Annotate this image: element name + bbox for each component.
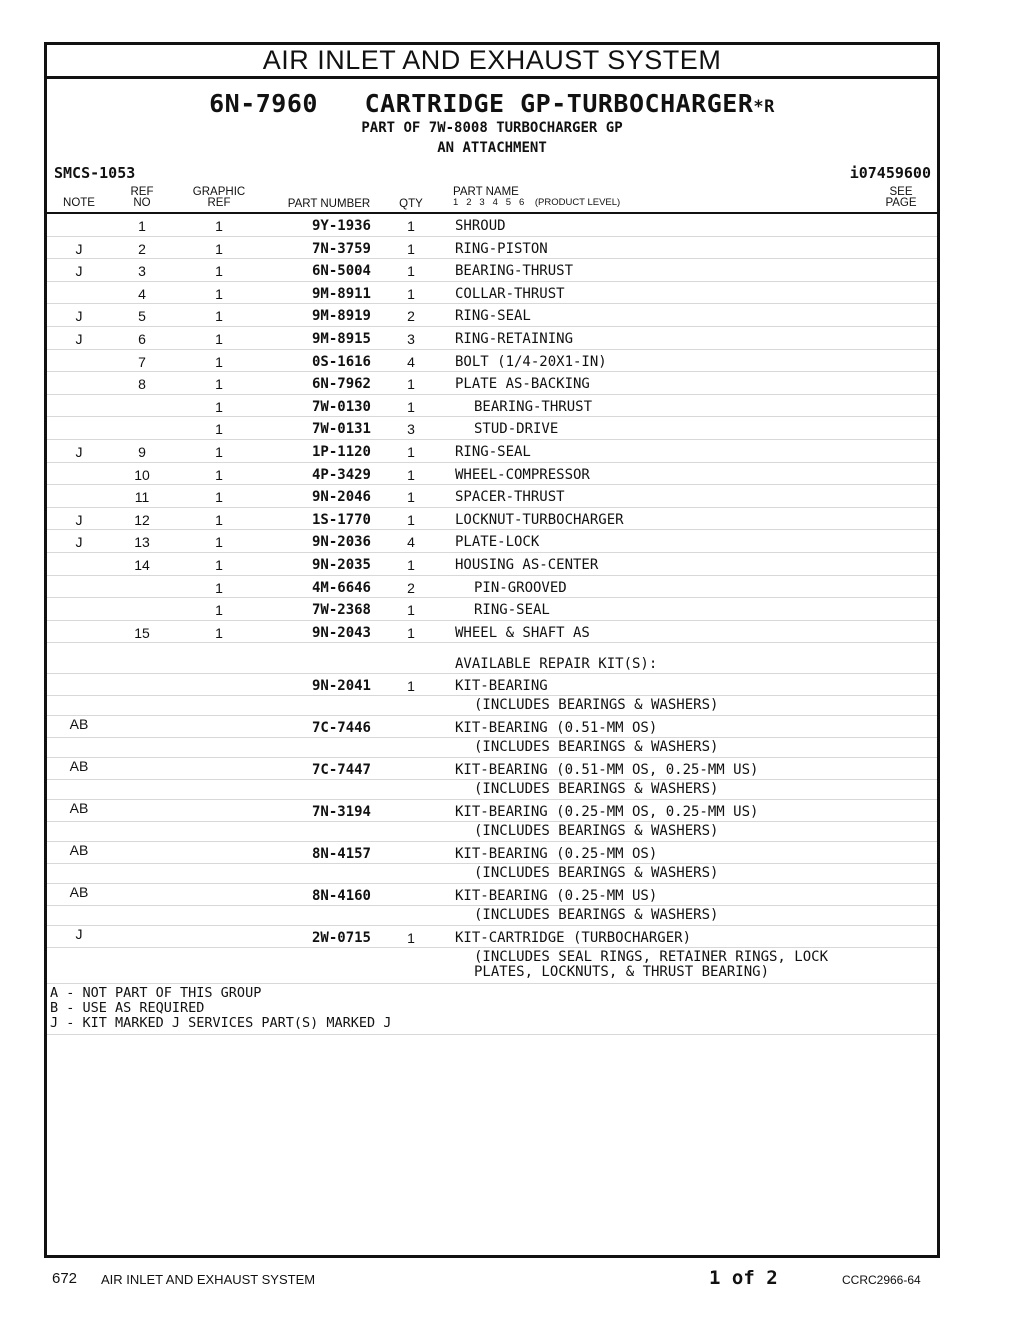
ref-number-cell: 5 [138,308,146,325]
illustration-id: i07459600 [849,164,931,182]
part-name-cell: BOLT (1/4-20X1-IN) [455,353,607,370]
table-row [47,508,937,531]
graphic-ref-cell: 1 [215,398,223,415]
note-cell: AB [69,758,89,775]
qty-cell: 1 [407,263,415,280]
ref-number-cell: 9 [138,443,146,460]
note-cell: AB [69,716,89,733]
part-number-cell: 9Y-1936 [311,218,371,234]
header-product-levels: 1 2 3 4 5 6 (PRODUCT LEVEL) [453,197,621,208]
kit-row [47,842,937,864]
part-number-cell: 1P-1120 [311,443,371,460]
ref-number-cell: 14 [134,556,150,573]
part-name-cell: KIT-BEARING (0.51-MM OS) [455,720,658,737]
part-name-cell: RING-RETAINING [455,330,574,347]
part-name-cell: PLATE AS-BACKING [455,376,590,393]
table-row [47,237,937,260]
part-name-cell: WHEEL-COMPRESSOR [455,466,590,483]
part-name-cell: COLLAR-THRUST [455,285,565,302]
part-number-cell: 7N-3759 [311,240,371,257]
part-name-cell: WHEEL & SHAFT AS [455,624,590,641]
note-line: J - KIT MARKED J SERVICES PART(S) MARKED J [50,1015,392,1032]
graphic-ref-cell: 1 [215,263,223,280]
graphic-ref-cell: 1 [215,330,223,347]
note-cell: AB [69,842,89,859]
table-row [47,282,937,305]
parts-table [47,214,937,984]
graphic-ref-cell: 1 [215,285,223,302]
part-name-cell: KIT-CARTRIDGE (TURBOCHARGER) [455,930,692,947]
ref-number-cell: 1 [138,218,146,234]
qty-cell: 1 [407,930,415,947]
qty-cell: 1 [407,624,415,641]
ref-number-cell: 6 [138,330,146,347]
footer-page-number: 672 [52,1270,78,1287]
part-number-cell: 9N-2041 [311,678,371,695]
note-cell: J [75,926,83,943]
part-number-cell: 6N-5004 [311,263,371,280]
part-number-cell: 8N-4157 [311,846,371,863]
header-qty: QTY [399,198,423,210]
qty-cell: 1 [407,556,415,573]
group-title [47,89,937,118]
attachment-line: AN ATTACHMENT [437,140,547,156]
note-line: B - USE AS REQUIRED [50,1000,205,1017]
graphic-ref-cell: 1 [215,218,223,234]
page-frame [44,42,940,1258]
part-name-cell: KIT-BEARING (0.25-MM OS, 0.25-MM US) [455,804,759,821]
table-row [47,576,937,599]
qty-cell: 1 [407,511,415,528]
kit-detail-row [47,780,937,800]
graphic-ref-cell: 1 [215,489,223,506]
part-number-cell: 9N-2046 [311,489,371,506]
ref-number-cell: 15 [134,624,150,641]
header-part-number: PART NUMBER [287,198,371,210]
part-name-cell: BEARING-THRUST [474,398,593,415]
note-cell: J [75,511,83,528]
part-number-cell: 7C-7447 [311,762,371,779]
kit-detail-row [47,906,937,926]
part-name-cell: PLATE-LOCK [455,534,540,551]
qty-cell: 1 [407,218,415,234]
part-number-cell: 0S-1616 [311,353,371,370]
ref-number-cell: 12 [134,511,150,528]
qty-cell: 1 [407,376,415,393]
note-cell: J [75,240,83,257]
note-cell: AB [69,884,89,901]
kit-row [47,800,937,822]
kit-row [47,926,937,948]
kit-detail-row [47,948,937,984]
part-number-cell: 2W-0715 [311,930,371,947]
kit-detail-cell: (INCLUDES BEARINGS & WASHERS) [474,697,719,714]
footer-section: AIR INLET AND EXHAUST SYSTEM [101,1272,316,1287]
graphic-ref-cell: 1 [215,421,223,438]
part-name-cell: KIT-BEARING (0.25-MM OS) [455,846,658,863]
kit-row [47,716,937,738]
part-name-cell: RING-SEAL [455,308,531,325]
part-number-cell: 7C-7446 [311,720,371,737]
part-name-cell: HOUSING AS-CENTER [455,556,599,573]
table-row [47,463,937,486]
graphic-ref-cell: 1 [215,556,223,573]
part-name-cell: SPACER-THRUST [455,489,565,506]
header-see-top: SEE [889,186,913,198]
graphic-ref-cell: 1 [215,466,223,483]
notes-legend [47,984,937,1035]
part-number-cell: 4P-3429 [311,466,371,483]
qty-cell: 1 [407,489,415,506]
graphic-ref-cell: 1 [215,353,223,370]
kit-row [47,884,937,906]
header-part-name: PART NAME [453,186,519,198]
kit-detail-cell: (INCLUDES BEARINGS & WASHERS) [474,907,719,924]
ref-number-cell: 8 [138,376,146,393]
part-name-cell: LOCKNUT-TURBOCHARGER [455,511,624,528]
part-number-cell: 9N-2043 [311,624,371,641]
kit-detail-cell: (INCLUDES BEARINGS & WASHERS) [474,739,719,756]
part-number-cell: 9M-8919 [311,308,371,325]
group-number: 6N-7960 [209,89,318,118]
part-number-cell: 7W-2368 [311,602,371,619]
group-name: CARTRIDGE GP-TURBOCHARGER [364,89,754,118]
part-number-cell: 7W-0130 [311,398,371,415]
graphic-ref-cell: 1 [215,624,223,641]
ref-number-cell: 4 [138,285,146,302]
kit-detail-row [47,864,937,884]
table-row [47,440,937,463]
part-number-cell: 7N-3194 [311,804,371,821]
ref-number-cell: 3 [138,263,146,280]
qty-cell: 1 [407,443,415,460]
kit-detail-cell: (INCLUDES SEAL RINGS, RETAINER RINGS, LOCK PLATES, LOCKNUTS, & THRUST BEARING) [474,949,829,981]
part-name-cell: KIT-BEARING (0.51-MM OS, 0.25-MM US) [455,762,759,779]
qty-cell: 1 [407,285,415,302]
table-row [47,214,937,237]
note-cell: J [75,330,83,347]
part-name-cell: RING-PISTON [455,240,548,257]
graphic-ref-cell: 1 [215,308,223,325]
table-row [47,485,937,508]
header-note: NOTE [63,197,95,209]
qty-cell: 3 [407,330,415,347]
part-number-cell: 4M-6646 [311,579,371,596]
graphic-ref-cell: 1 [215,579,223,596]
group-suffix: *R [753,97,775,117]
table-row [47,417,937,440]
qty-cell: 1 [407,466,415,483]
kit-row [47,674,937,696]
part-number-cell: 9N-2036 [311,534,371,551]
qty-cell: 2 [407,308,415,325]
smcs-row [47,164,937,184]
note-cell: J [75,534,83,551]
table-row [47,327,937,350]
table-row [47,530,937,553]
graphic-ref-cell: 1 [215,534,223,551]
table-row [47,304,937,327]
table-row [47,395,937,418]
part-name-cell: STUD-DRIVE [474,421,559,438]
section-title: AIR INLET AND EXHAUST SYSTEM [47,45,937,79]
part-of-line: PART OF 7W-8008 TURBOCHARGER GP [361,120,623,136]
ref-number-cell: 10 [134,466,150,483]
table-row [47,621,937,644]
part-name-cell: SHROUD [455,218,506,234]
kit-detail-cell: (INCLUDES BEARINGS & WASHERS) [474,823,719,840]
ref-number-cell: 11 [134,489,150,506]
qty-cell: 4 [407,353,415,370]
note-cell: AB [69,800,89,817]
part-number-cell: 7W-0131 [311,421,371,438]
part-number-cell: 6N-7962 [311,376,371,393]
ref-number-cell: 7 [138,353,146,370]
page-footer [0,1266,1020,1290]
table-row [47,259,937,282]
part-name-cell: PIN-GROOVED [474,579,567,596]
qty-cell: 2 [407,579,415,596]
kit-detail-row [47,696,937,716]
kit-detail-row [47,738,937,758]
ref-number-cell: 13 [134,534,150,551]
part-name-cell: BEARING-THRUST [455,263,574,280]
kit-row [47,758,937,780]
table-row [47,553,937,576]
part-number-cell: 9N-2035 [311,556,371,573]
part-number-cell: 9M-8911 [311,285,371,302]
part-number-cell: 1S-1770 [311,511,371,528]
part-name-cell: KIT-BEARING [455,678,548,695]
graphic-ref-cell: 1 [215,240,223,257]
kit-detail-cell: (INCLUDES BEARINGS & WASHERS) [474,781,719,798]
part-name-cell: KIT-BEARING (0.25-MM US) [455,888,658,905]
kit-detail-cell: (INCLUDES BEARINGS & WASHERS) [474,865,719,882]
header-graphic-bottom: REF [207,197,231,209]
qty-cell: 1 [407,678,415,695]
graphic-ref-cell: 1 [215,511,223,528]
qty-cell: 1 [407,240,415,257]
header-see-bottom: PAGE [885,197,917,209]
header-graphic-top: GRAPHIC [192,186,246,198]
column-header [47,184,937,214]
kit-detail-row [47,822,937,842]
header-ref-top: REF [130,186,154,198]
note-line: A - NOT PART OF THIS GROUP [50,985,262,1002]
qty-cell: 1 [407,602,415,619]
smcs-code: SMCS-1053 [54,164,136,182]
qty-cell: 1 [407,398,415,415]
note-cell: J [75,308,83,325]
graphic-ref-cell: 1 [215,602,223,619]
kits-label-row [47,643,937,674]
qty-cell: 3 [407,421,415,438]
ref-number-cell: 2 [138,240,146,257]
table-row [47,350,937,373]
note-cell: J [75,263,83,280]
part-name-cell: RING-SEAL [474,602,550,619]
part-number-cell: 8N-4160 [311,888,371,905]
kits-label: AVAILABLE REPAIR KIT(S): [455,656,658,673]
graphic-ref-cell: 1 [215,443,223,460]
footer-page-of: 1 of 2 [709,1267,778,1289]
graphic-ref-cell: 1 [215,376,223,393]
part-number-cell: 9M-8915 [311,330,371,347]
part-name-cell: RING-SEAL [455,443,531,460]
table-row [47,372,937,395]
table-row [47,598,937,621]
footer-doc-code: CCRC2966-64 [842,1273,921,1287]
qty-cell: 4 [407,534,415,551]
note-cell: J [75,443,83,460]
header-ref-bottom: NO [133,197,151,209]
